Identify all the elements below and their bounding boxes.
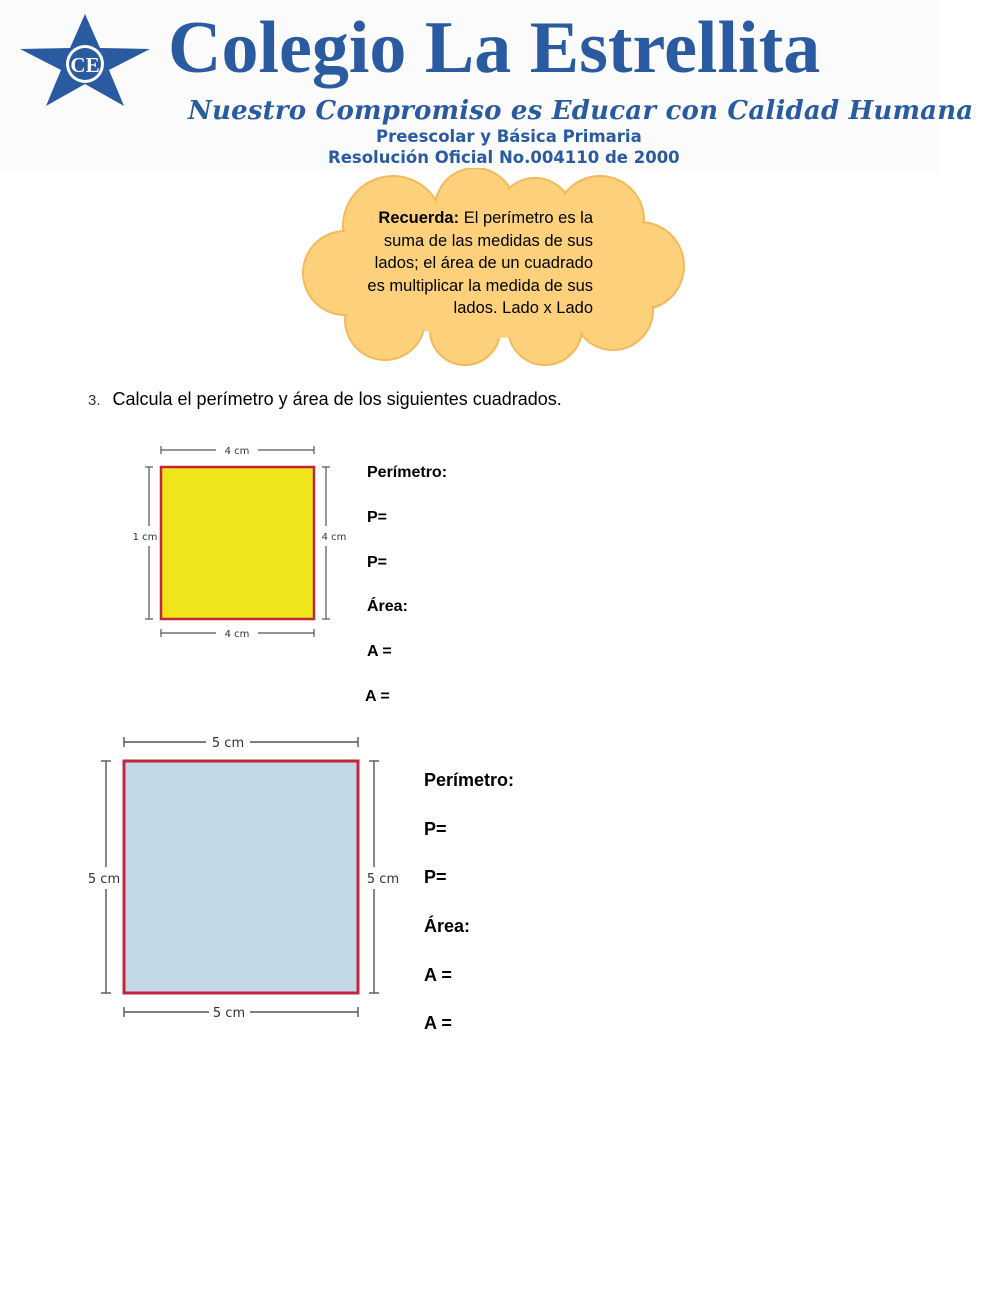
square-5cm-left-label: 5 cm [87,872,121,887]
area-line: A = [365,687,390,705]
square-4cm-figure [128,440,350,640]
school-motto: Nuestro Compromiso es Educar con Calidad Humana [188,96,974,126]
question-text: Calcula el perímetro y área de los siguientes cuadrados. [112,389,562,409]
perimeter-heading: Perímetro: [367,464,448,481]
perimeter-line: P= [367,553,388,571]
square-5cm [124,761,358,993]
area-heading: Área: [367,598,408,616]
square-4cm-right-label: 4 cm [321,532,347,543]
area-line: A = [367,643,392,661]
question-3 [88,387,788,413]
area-line: A = [424,1013,452,1034]
perimeter-line: P= [367,508,388,526]
reminder-label: Recuerda: [378,209,460,227]
answers-square-2 [424,769,514,1061]
area-heading: Área: [424,916,471,937]
square-5cm-right-label: 5 cm [366,872,400,887]
square-4cm-bottom-label: 4 cm [224,629,250,640]
square-4cm [161,467,314,619]
resolution-number: Resolución Oficial No.004110 de 2000 [328,148,680,167]
square-5cm-figure [84,732,404,1022]
square-5cm-bottom-label: 5 cm [212,1006,246,1021]
question-number: 3. [88,392,101,409]
reminder-body: El perímetro es la suma de las medidas de sus lados; el área de un cuadrado es multiplicar la medida de sus lados. Lado x Lado [367,209,593,317]
perimeter-line: P= [424,818,447,839]
square-4cm-top-label: 4 cm [224,446,250,457]
square-4cm-left-label: 1 cm [132,532,158,543]
perimeter-line: P= [424,867,447,888]
area-line: A = [424,964,452,985]
square-5cm-top-label: 5 cm [211,736,245,751]
star-icon [18,12,152,108]
school-level: Preescolar y Básica Primaria [376,127,642,146]
header [0,0,974,172]
reminder-text [355,207,593,320]
school-name: Colegio La Estrellita [168,7,821,89]
perimeter-heading: Perímetro: [424,770,515,790]
answers-square-1 [367,463,447,732]
logo-letters: CE [70,53,100,77]
